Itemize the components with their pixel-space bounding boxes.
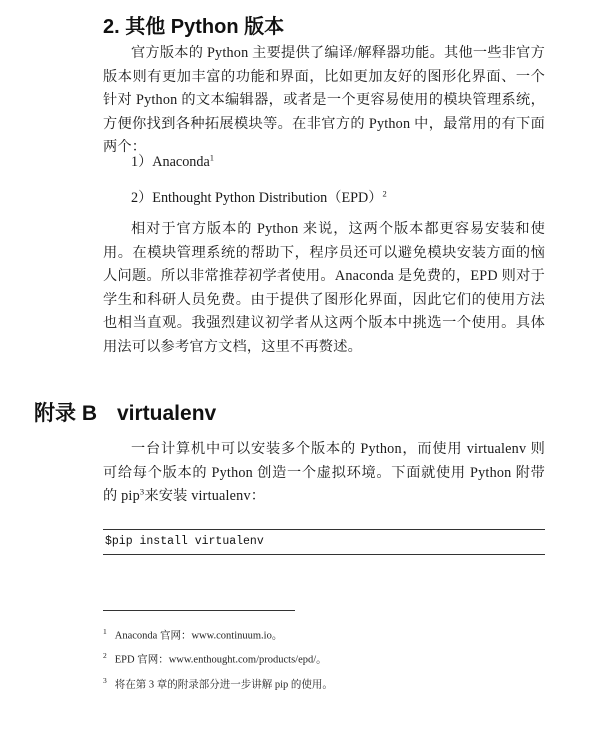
paragraph-text: 来安装 virtualenv： xyxy=(144,488,266,505)
list-item-anaconda xyxy=(131,151,214,171)
footnote-text: 将在第 3 章的附录部分进一步讲解 pip 的使用。 xyxy=(114,679,333,691)
footnote-ref[interactable]: 3 xyxy=(139,486,145,497)
footnote-ref[interactable]: 2 xyxy=(382,188,387,199)
footnote-mark: 1 xyxy=(103,627,107,636)
section-title: 2. 其他 Python 版本 xyxy=(103,16,285,38)
appendix-label: 附录 B xyxy=(34,402,97,425)
footnote-mark: 3 xyxy=(103,676,107,685)
paragraph-virtualenv xyxy=(103,438,545,509)
footnote-text: Anaconda 官网：www.continuum.io。 xyxy=(114,630,283,642)
footnote-ref[interactable]: 1 xyxy=(209,152,215,163)
list-item-text: 2）Enthought Python Distribution（EPD） xyxy=(131,190,383,206)
list-item-epd xyxy=(131,187,387,207)
footnote-1 xyxy=(103,627,282,643)
appendix-heading xyxy=(34,397,216,427)
footnote-mark: 2 xyxy=(103,651,107,660)
footnote-3 xyxy=(103,676,333,692)
paragraph-comparison: 相对于官方版本的 Python 来说，这两个版本都更容易安装和使用。在模块管理系统的帮助下，程序员还可以避免模块安装方面的恼人问题。所以非常推荐初学者使用。Anaconda 是免费的，EPD 则对于学生和科研人员免费。由于提供了图形化界面，因此它们的使用方法也相当直观。我强烈建议初学者从这两个版本中挑选一个使用。具体用法可以参考官方文档，这里不再赘述。 xyxy=(103,221,545,355)
footnote-text: EPD 官网：www.enthought.com/products/epd/。 xyxy=(114,654,327,666)
appendix-title: virtualenv xyxy=(117,402,217,425)
list-item-text: 1）Anaconda xyxy=(131,154,210,170)
footnote-2 xyxy=(103,651,327,667)
paragraph-text: 一台计算机中可以安装多个版本的 Python，而使用 virtualenv 则可给每个版本的 Python 创造一个虚拟环境。下面就使用 Python 附带的 pip xyxy=(103,441,545,505)
paragraph-python-versions: 官方版本的 Python 主要提供了编译/解释器功能。其他一些非官方版本则有更加丰富的功能和界面，比如更加友好的图形化界面、一个针对 Python 的文本编辑器，或者是一个更容易使用的模块管理系统，方便你找到各种拓展模块等。在非官方的 Python 中，最常用的有下面两个： xyxy=(103,45,545,156)
code-block xyxy=(103,529,545,555)
code-line: $pip install virtualenv xyxy=(105,535,264,548)
footnote-divider xyxy=(103,610,295,611)
